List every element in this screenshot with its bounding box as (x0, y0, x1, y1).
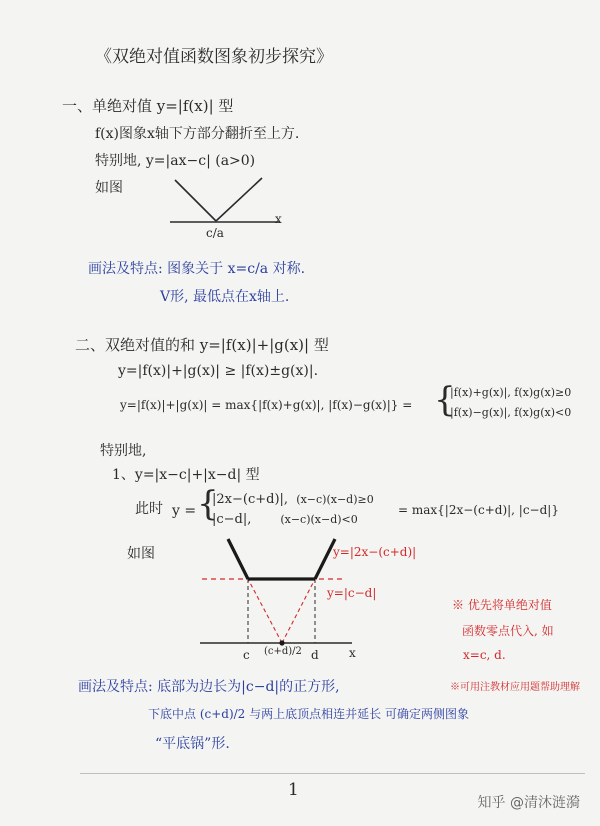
graph1-x-label: x (275, 212, 282, 226)
section2-special: 特别地, (100, 443, 147, 459)
graph2-label-top: y=|2x−(c+d)| (333, 545, 417, 559)
graph2-tick-mid: (c+d)/2 (264, 646, 302, 657)
piece1-expr: |2x−(c+d)|, (212, 492, 289, 507)
red-note-line2: 函数零点代入, 如 (462, 624, 554, 638)
section2-sub1-heading: 1、y=|x−c|+|x−d| 型 (112, 467, 260, 483)
cishi-label: 此时 (135, 501, 163, 517)
y-equals: y = (172, 503, 197, 519)
graph1-left-arm (175, 180, 216, 221)
bottom-rule (80, 773, 585, 774)
red-note-line1: ※ 优先将单绝对值 (452, 598, 552, 612)
section1-line2: 特别地, y=|ax−c| (a>0) (95, 153, 256, 169)
section2-inequality: y=|f(x)|+|g(x)| ≥ |f(x)±g(x)|. (118, 363, 319, 379)
section1-note1: 画法及特点: 图象关于 x=c/a 对称. (88, 261, 306, 277)
graph2-tick-c: c (243, 648, 250, 662)
graph2-tick-d: d (311, 648, 319, 662)
piece2-cond: (x−c)(x−d)<0 (280, 513, 358, 526)
page-number: 1 (288, 780, 299, 800)
section1-heading: 一、单绝对值 y=|f(x)| 型 (62, 97, 234, 115)
red-note-line3: x=c, d. (463, 648, 506, 662)
section2-case1: |f(x)+g(x)|, f(x)g(x)≥0 (450, 386, 572, 399)
graph2-label-mid: y=|c−d| (327, 586, 377, 600)
section2-brace: { (434, 380, 456, 420)
red-note-line4: ※可用注教材应用题帮助理解 (450, 682, 580, 693)
graph2-mid-dot (279, 640, 284, 645)
piecewise-max: = max{|2x−(c+d)|, |c−d|} (398, 503, 559, 517)
feature-line3: “平底锅”形. (155, 736, 230, 752)
piecewise-cases (212, 490, 374, 530)
rutu-label: 如图 (127, 546, 155, 562)
section1-note2: V形, 最低点在x轴上. (160, 289, 290, 305)
graph1-tick-label: c/a (206, 226, 224, 240)
piecewise-brace: { (197, 484, 219, 524)
graph2-left-arm (228, 539, 248, 579)
graph2-red-diag-left (248, 579, 282, 643)
section2-max-equation: y=|f(x)|+|g(x)| = max{|f(x)+g(x)|, |f(x)−g(x)|} = (120, 398, 413, 412)
graph2-x-label: x (349, 646, 356, 660)
graph1-right-arm (216, 178, 262, 221)
piece2-expr: |c−d|, (212, 512, 252, 527)
section2-case2: |f(x)−g(x)|, f(x)g(x)<0 (450, 406, 572, 419)
section1-line1: f(x)图象x轴下方部分翻折至上方. (95, 126, 300, 142)
watermark: 知乎 @清沐涟漪 (477, 795, 580, 811)
section2-heading: 二、双绝对值的和 y=|f(x)|+|g(x)| 型 (75, 336, 329, 354)
section1-line3: 如图 (95, 180, 123, 196)
feature-line1: 画法及特点: 底部为边长为|c−d|的正方形, (78, 679, 340, 695)
piece1-cond: (x−c)(x−d)≥0 (296, 493, 374, 506)
section2-cases (450, 383, 571, 423)
graph2-red-diag-right (282, 579, 315, 643)
feature-line2: 下底中点 (c+d)/2 与两上底顶点相连并延长 可确定两侧图象 (148, 707, 469, 721)
graph2-right-arm (315, 539, 335, 579)
page-title: 《双绝对值函数图象初步探究》 (95, 47, 333, 67)
